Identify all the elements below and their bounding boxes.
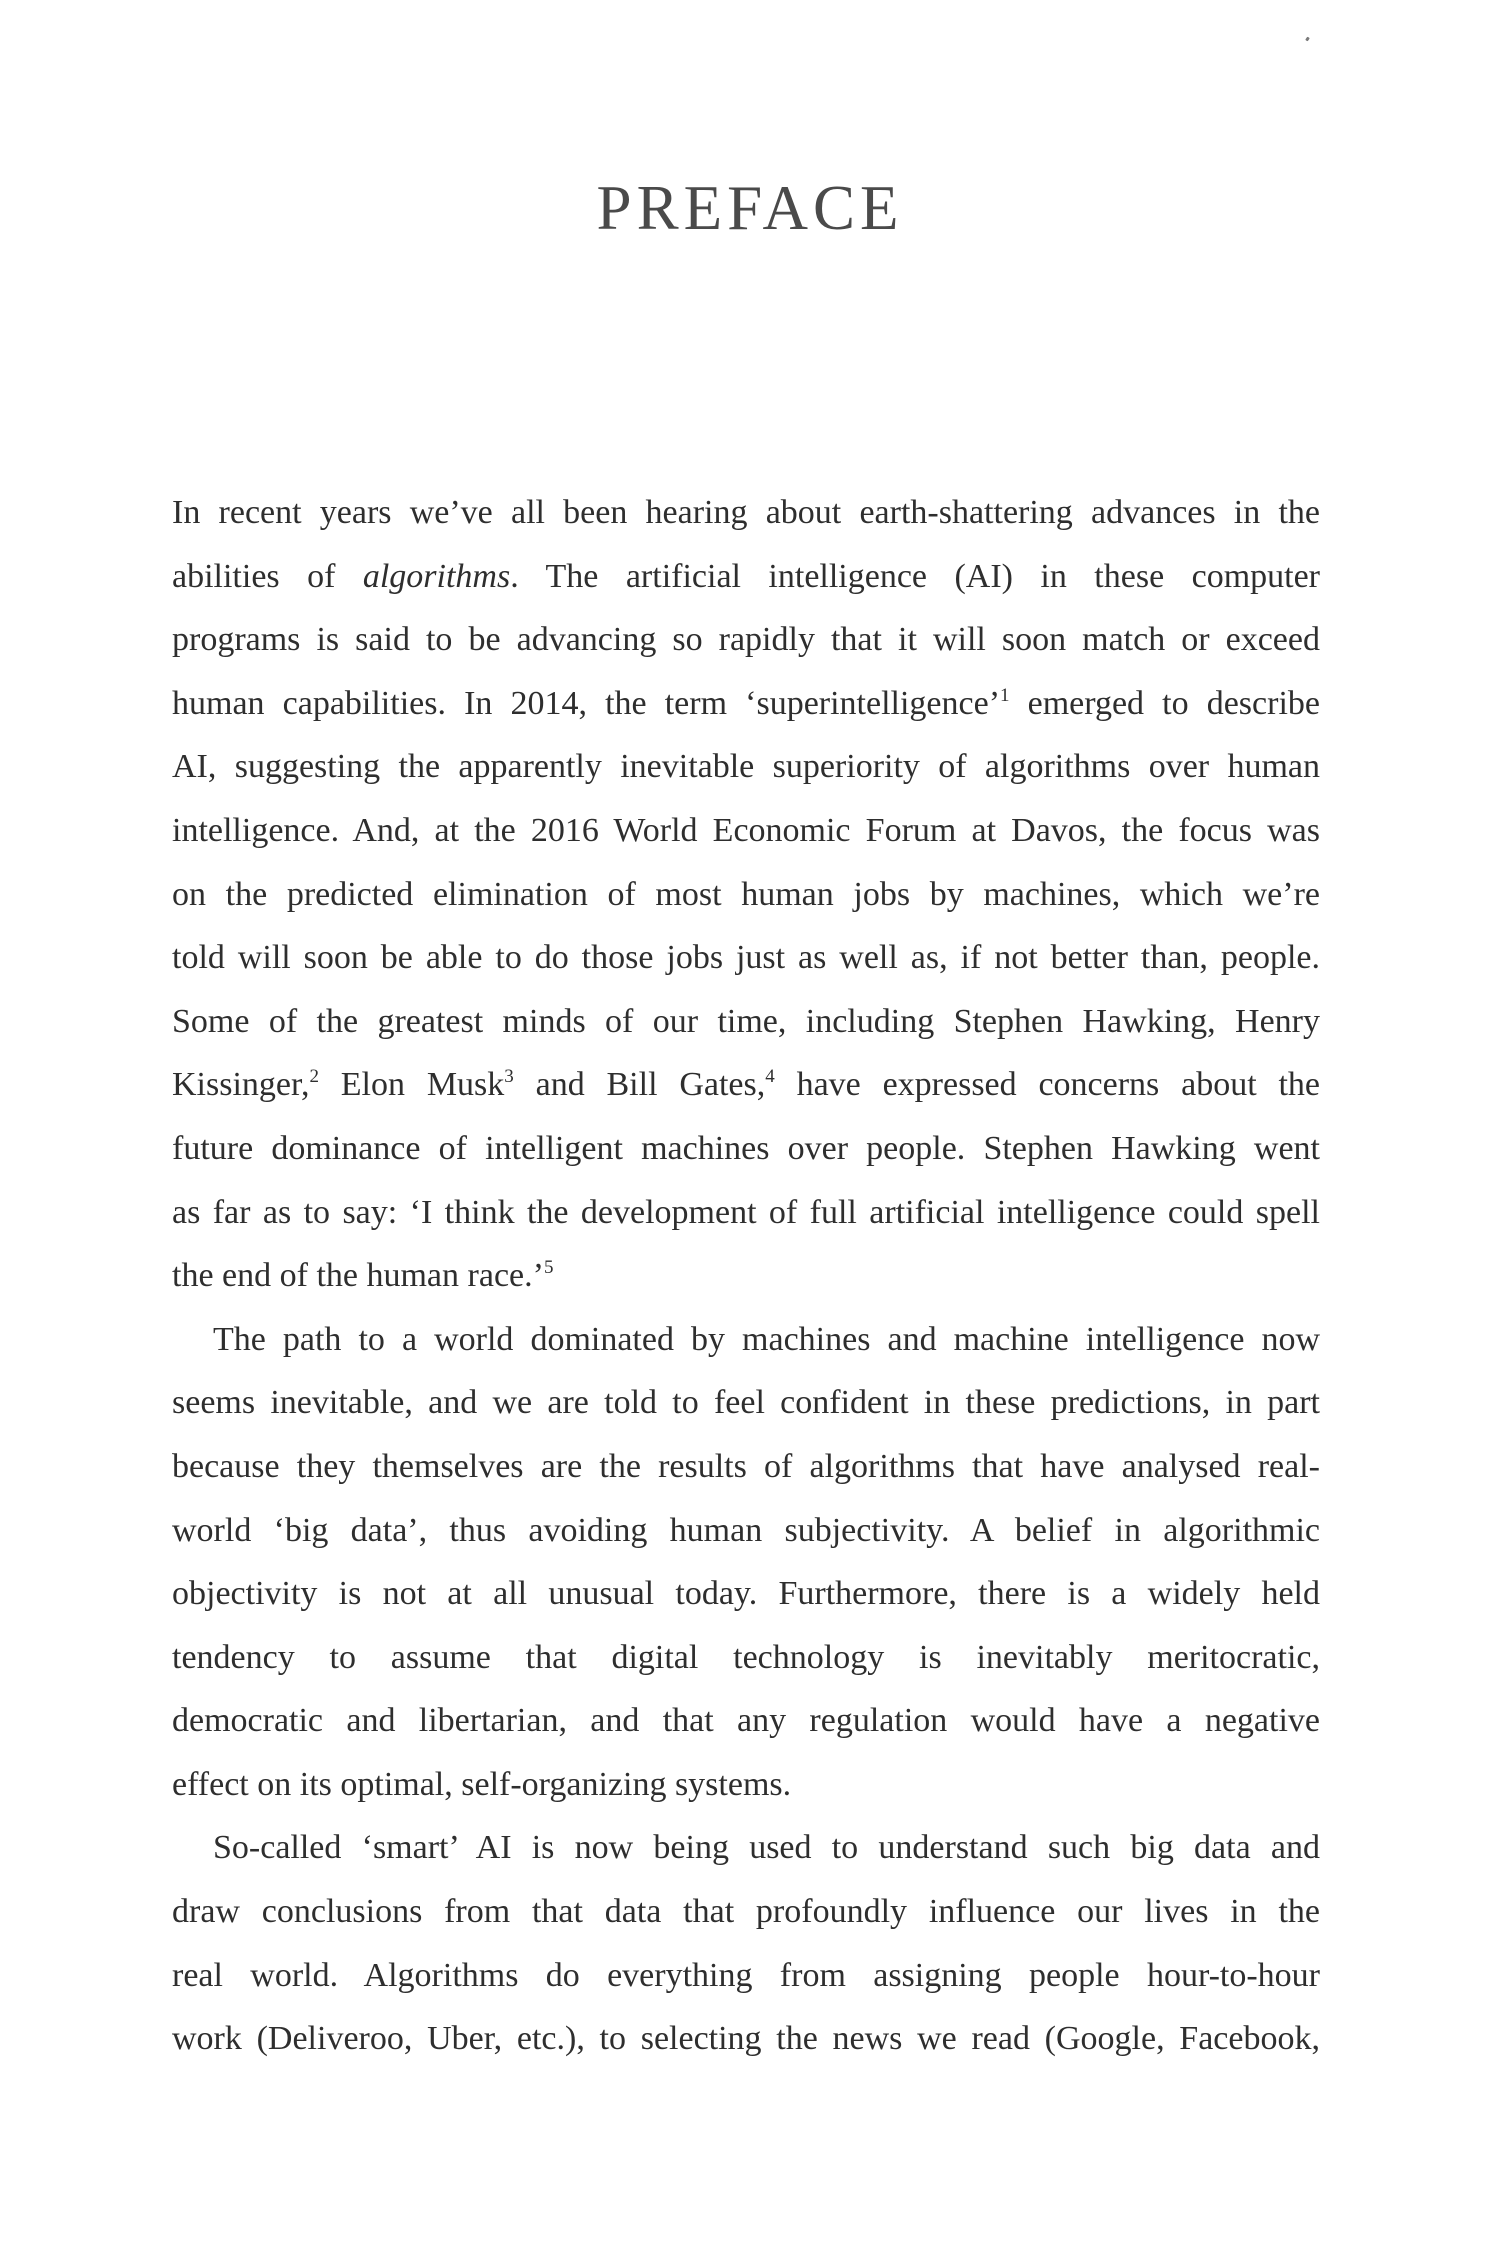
text-line: tendency to assume that digital technology is inevitably meritocratic, (172, 1638, 1320, 1676)
text-line: abilities of algorithms. The artificial intelligence (AI) in these computer (172, 557, 1321, 595)
text-line: work (Deliveroo, Uber, etc.), to selecting the news we read (Google, Facebook, (172, 2020, 1320, 2058)
footnote-marker: 3 (504, 1066, 514, 1088)
text-line: world ‘big data’, thus avoiding human subjectivity. A belief in algorithmic (172, 1511, 1320, 1549)
text-line: real world. Algorithms do everything from assigning people hour-to-hour (172, 1956, 1320, 1994)
emphasis: algorithms (362, 557, 511, 595)
scan-speck (1305, 37, 1310, 42)
text-line: In recent years we’ve all been hearing about earth-shattering advances in the (172, 494, 1320, 531)
body-text (172, 481, 1320, 2071)
footnote-marker: 4 (765, 1066, 775, 1088)
text-line: democratic and libertarian, and that any regulation would have a negative (172, 1702, 1320, 1740)
text-line: seems inevitable, and we are told to feel confident in these predictions, in part (172, 1384, 1320, 1422)
text-line: future dominance of intelligent machines over people. Stephen Hawking went (172, 1129, 1320, 1167)
page-title: PREFACE (596, 173, 904, 243)
text-line: draw conclusions from that data that profoundly influence our lives in the (172, 1893, 1320, 1931)
text-line: intelligence. And, at the 2016 World Economic Forum at Davos, the focus was (172, 811, 1320, 849)
text-line: Some of the greatest minds of our time, including Stephen Hawking, Henry (172, 1002, 1320, 1040)
footnote-marker: 5 (543, 1257, 554, 1279)
footnote-marker: 2 (309, 1066, 319, 1088)
text-line: on the predicted elimination of most human jobs by machines, which we’re (172, 875, 1320, 913)
text-line: AI, suggesting the apparently inevitable superiority of algorithms over human (172, 748, 1320, 786)
text-line: human capabilities. In 2014, the term ‘superintelligence’$^1$ emerged to describe (172, 684, 1320, 722)
text-line: the end of the human race.’$^5$ (172, 1257, 554, 1295)
text-line: Kissinger,$^2$ Elon Musk$^3$ and Bill Gates,$^4$ have expressed concerns about the (172, 1066, 1320, 1104)
text-line: as far as to say: ‘I think the development of full artificial intelligence could spell (172, 1193, 1320, 1231)
text-line: programs is said to be advancing so rapidly that it will soon match or exceed (172, 621, 1320, 659)
text-line: effect on its optimal, self-organizing systems. (172, 1765, 792, 1803)
text-line: The path to a world dominated by machines and machine intelligence now (213, 1320, 1320, 1358)
footnote-marker: 1 (1000, 684, 1010, 706)
text-line: objectivity is not at all unusual today. Furthermore, there is a widely held (172, 1575, 1320, 1613)
text-line: because they themselves are the results of algorithms that have analysed real- (172, 1447, 1320, 1485)
text-line: So-called ‘smart’ AI is now being used to understand such big data and (213, 1829, 1320, 1867)
text-line: told will soon be able to do those jobs just as well as, if not better than, people. (172, 939, 1320, 977)
